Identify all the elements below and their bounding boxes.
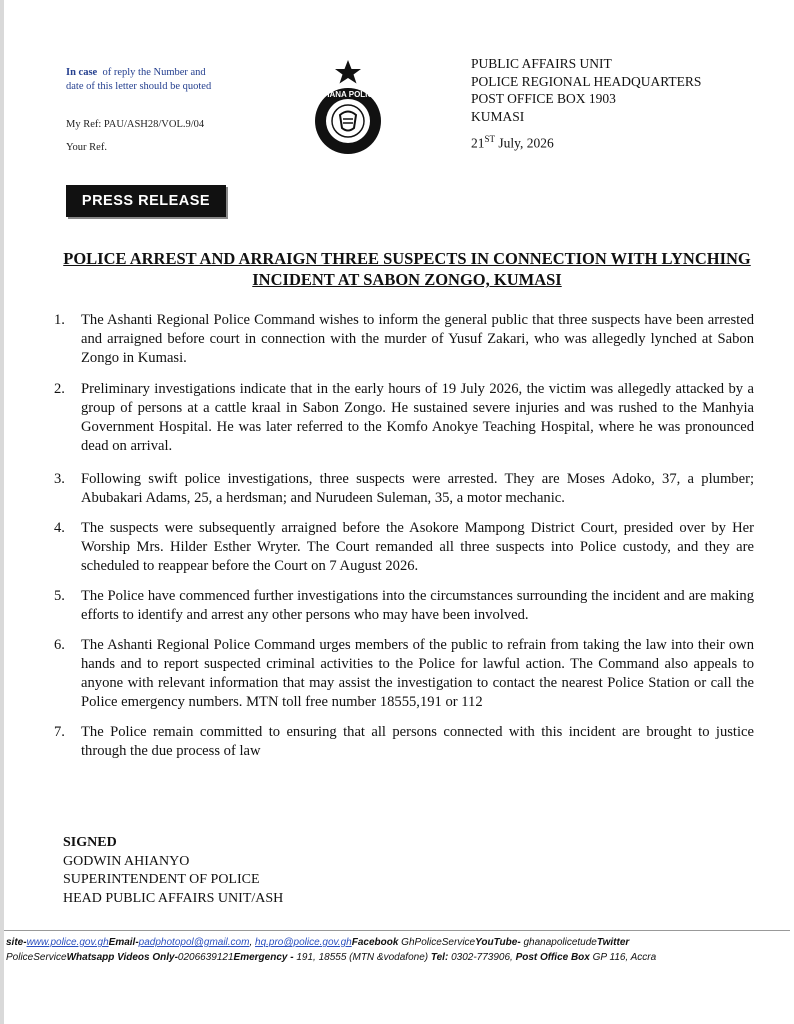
letter-date: 21ST July, 2026 [471, 134, 554, 151]
address-block [471, 55, 701, 125]
signatory-rank: SUPERINTENDENT OF POLICE [63, 872, 260, 887]
address-line: KUMASI [471, 108, 525, 124]
signed-label: SIGNED [63, 835, 117, 850]
signatory-name: GODWIN AHIANYO [63, 853, 190, 869]
paragraph-list [54, 311, 754, 761]
paragraph: 7. The Police remain committed to ensuring that all persons connected with this incident are brought to justice through the due process of law [54, 724, 754, 759]
website-link[interactable]: www.police.gov.gh [26, 937, 109, 948]
footer-line-2: PoliceServiceWhatsapp Videos Only-0206639121Emergency - 191, 18555 (MTN &vodafone) Tel: 0302-773906, Post Office Box GP 116, Accra [6, 951, 657, 963]
address-line: POLICE REGIONAL HEADQUARTERS [471, 73, 702, 89]
signature-block [63, 834, 283, 908]
crest-text: GHANA POLICE [317, 90, 379, 99]
address-line: POST OFFICE BOX 1903 [471, 91, 616, 106]
email-link[interactable]: hq.pro@police.gov.gh [255, 937, 352, 948]
email-link[interactable]: padphotopol@gmail.com [138, 937, 250, 948]
address-line: PUBLIC AFFAIRS UNIT [471, 56, 612, 71]
reply-note: In case of reply the Number and date of this letter should be quoted [66, 67, 212, 92]
paragraph: 4. The suspects were subsequently arraigned before the Asokore Mampong District Court, presided over by Her Worship Mrs. Hilder Esther Wryter. The Court remanded all three suspects into Police custody, and they are scheduled to reappear before the Court on 7 August 2026. [54, 520, 754, 574]
footer-divider [4, 930, 790, 931]
my-ref: My Ref: PAU/ASH28/VOL.9/04 [66, 119, 205, 130]
page-edge [0, 0, 4, 1024]
paragraph: 3. Following swift police investigations, three suspects were arrested. They are Moses Adoko, 37, a plumber; Abubakari Adams, 25, a herdsman; and Nurudeen Suleman, 35, a motor mechanic. [54, 471, 754, 506]
your-ref: Your Ref. [66, 142, 107, 153]
paragraph: 2. Preliminary investigations indicate that in the early hours of 19 July 2026, the victim was allegedly attacked by a group of persons at a cattle kraal in Sabon Zongo. He sustained severe injuries and was rushed to the Manhyia Government Hospital. He was later referred to the Komfo Anokye Teaching Hospital, where he was pronounced dead on arrival. [54, 381, 754, 454]
headline: POLICE ARREST AND ARRAIGN THREE SUSPECTS IN CONNECTION WITH LYNCHING INCIDENT AT SABON ZONGO, KUMASI [63, 249, 751, 289]
footer [6, 936, 792, 965]
paragraph: 6. The Ashanti Regional Police Command urges members of the public to refrain from taking the law into their own hands and to report suspected criminal activities to the Police for lawful action. The Command also appeals to anyone with relevant information that may assist the investigation to contact the nearest Police Station or call the Police emergency numbers. MTN toll free number 18555,191 or 112 [54, 637, 754, 710]
footer-line-1: site-www.police.gov.ghEmail-padphotopol@gmail.com, hq.pro@police.gov.ghFacebook GhPoliceServiceYouTube- ghanapolicetudeTwitter [6, 937, 630, 948]
paragraph: 5. The Police have commenced further investigations into the circumstances surrounding the incident and are making efforts to identify and arrest any other persons who may have been involved. [54, 588, 754, 623]
ghana-police-crest-icon [310, 58, 386, 158]
press-release-label: PRESS RELEASE [66, 185, 226, 217]
paragraph: 1. The Ashanti Regional Police Command wishes to inform the general public that three suspects have been arrested and arraigned before court in connection with the murder of Yusuf Zakari, who was allegedly lynched at Sabon Zongo in Kumasi. [54, 312, 754, 366]
signatory-title: HEAD PUBLIC AFFAIRS UNIT/ASH [63, 890, 284, 906]
